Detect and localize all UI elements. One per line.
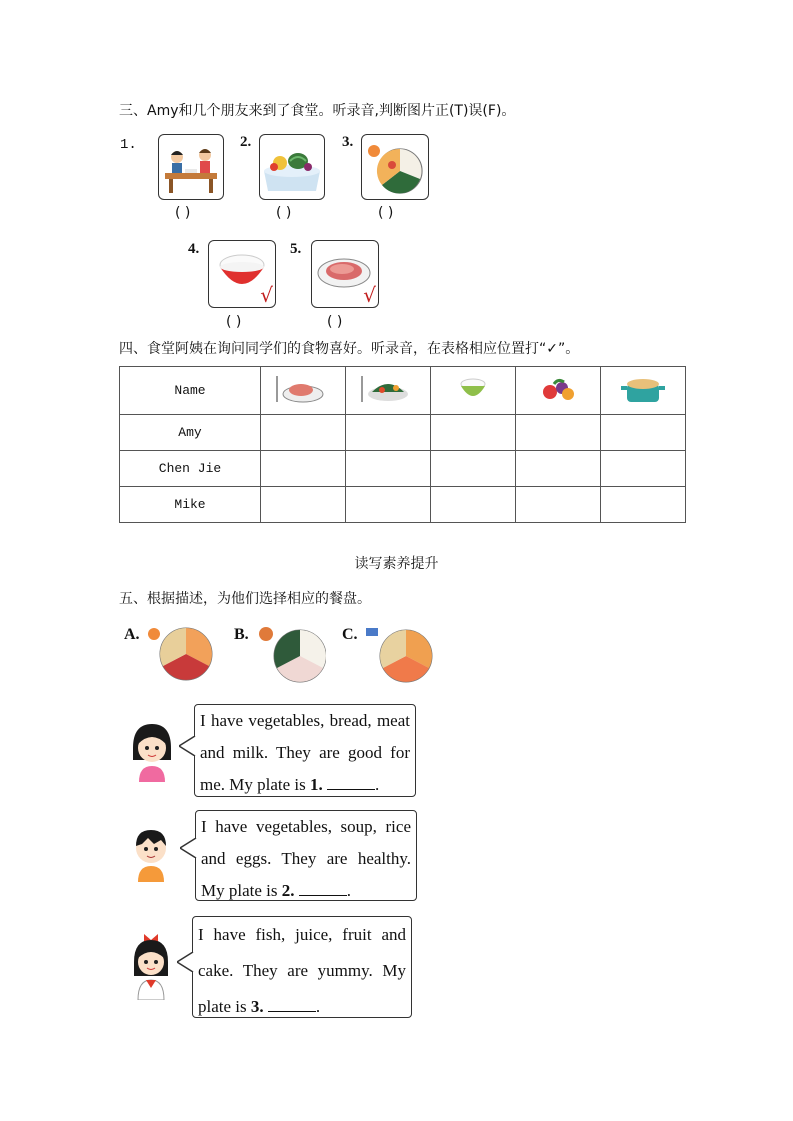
section4-title: 四、食堂阿姨在询问同学们的食物喜好。听录音，在表格相应位置打“✓”。 bbox=[119, 341, 580, 357]
blank-number-1: 1. bbox=[310, 775, 323, 794]
answer-blank-3[interactable] bbox=[268, 993, 316, 1012]
meat-icon bbox=[261, 367, 346, 415]
answer-blank-2[interactable] bbox=[299, 877, 347, 896]
blank-number-3: 3. bbox=[250, 997, 264, 1016]
picture-2-fruit-on-table bbox=[259, 134, 325, 200]
bubble-tail bbox=[179, 736, 197, 756]
bubble-end-2: . bbox=[346, 881, 351, 900]
section3-title: 三、Amy和几个朋友来到了食堂。听录音,判断图片正(T)误(F)。 bbox=[119, 103, 516, 119]
speech-bubble-1 bbox=[194, 704, 416, 797]
bubble-tail bbox=[177, 952, 195, 972]
check-mark-5: √ bbox=[363, 283, 376, 307]
bubble-tail bbox=[180, 838, 198, 858]
table-cell[interactable] bbox=[431, 451, 516, 487]
rice-icon bbox=[431, 367, 516, 415]
table-cell[interactable] bbox=[601, 451, 686, 487]
bubble-end-1: . bbox=[375, 775, 380, 794]
table-cell[interactable] bbox=[601, 487, 686, 523]
table-cell[interactable] bbox=[346, 451, 431, 487]
row-name-amy: Amy bbox=[120, 415, 261, 451]
item-5-label: 5. bbox=[290, 241, 302, 257]
row-name-chen-jie: Chen Jie bbox=[120, 451, 261, 487]
picture-3-plate-of-food bbox=[361, 134, 429, 200]
table-cell[interactable] bbox=[431, 415, 516, 451]
table-row bbox=[120, 415, 686, 451]
table-cell[interactable] bbox=[261, 415, 346, 451]
answer-paren-1[interactable]: ( ) bbox=[175, 205, 191, 221]
answer-paren-3[interactable]: ( ) bbox=[378, 205, 394, 221]
table-cell[interactable] bbox=[516, 487, 601, 523]
table-cell[interactable] bbox=[431, 487, 516, 523]
picture-1-kids-at-table bbox=[158, 134, 224, 200]
fruit-icon bbox=[516, 367, 601, 415]
answer-blank-1[interactable] bbox=[327, 771, 375, 790]
option-c-label: C. bbox=[342, 626, 358, 643]
answer-paren-5[interactable]: ( ) bbox=[327, 314, 343, 330]
option-b-label: B. bbox=[234, 626, 249, 643]
food-preference-table bbox=[119, 366, 686, 523]
soup-icon bbox=[601, 367, 686, 415]
item-3-label: 3. bbox=[342, 134, 354, 150]
table-cell[interactable] bbox=[346, 415, 431, 451]
table-row bbox=[120, 487, 686, 523]
girl-with-bow-avatar bbox=[126, 930, 176, 1004]
row-name-mike: Mike bbox=[120, 487, 261, 523]
section-heading-reading-writing: 读写素养提升 bbox=[354, 556, 439, 572]
picture-5-plate-of-meat bbox=[311, 240, 379, 308]
vegetables-icon bbox=[346, 367, 431, 415]
item-1-label: 1. bbox=[120, 137, 137, 153]
bubble-text-3: I have fish, juice, fruit and cake. They are yummy. My plate is bbox=[198, 925, 406, 1016]
option-a-label: A. bbox=[124, 626, 140, 643]
boy-avatar bbox=[126, 824, 176, 886]
picture-4-bowl-of-rice bbox=[208, 240, 276, 308]
table-cell[interactable] bbox=[601, 415, 686, 451]
answer-paren-4[interactable]: ( ) bbox=[226, 314, 242, 330]
item-4-label: 4. bbox=[188, 241, 200, 257]
bubble-text-2: I have vegetables, soup, rice and eggs. They are healthy. My plate is bbox=[201, 817, 411, 900]
blank-number-2: 2. bbox=[281, 881, 295, 900]
table-cell[interactable] bbox=[516, 451, 601, 487]
speech-bubble-2 bbox=[195, 810, 417, 901]
section5-title: 五、根据描述，为他们选择相应的餐盘。 bbox=[119, 591, 371, 607]
item-2-label: 2. bbox=[240, 134, 252, 150]
check-mark-4: √ bbox=[260, 283, 273, 307]
table-header-row bbox=[120, 367, 686, 415]
table-row bbox=[120, 451, 686, 487]
name-header: Name bbox=[120, 367, 261, 415]
girl-avatar bbox=[127, 720, 177, 786]
bubble-text-1: I have vegetables, bread, meat and milk. They are good for me. My plate is bbox=[200, 711, 410, 794]
bubble-end-3: . bbox=[315, 997, 321, 1016]
table-cell[interactable] bbox=[516, 415, 601, 451]
table-cell[interactable] bbox=[261, 451, 346, 487]
speech-bubble-3 bbox=[192, 916, 412, 1018]
table-cell[interactable] bbox=[261, 487, 346, 523]
answer-paren-2[interactable]: ( ) bbox=[276, 205, 292, 221]
table-cell[interactable] bbox=[346, 487, 431, 523]
